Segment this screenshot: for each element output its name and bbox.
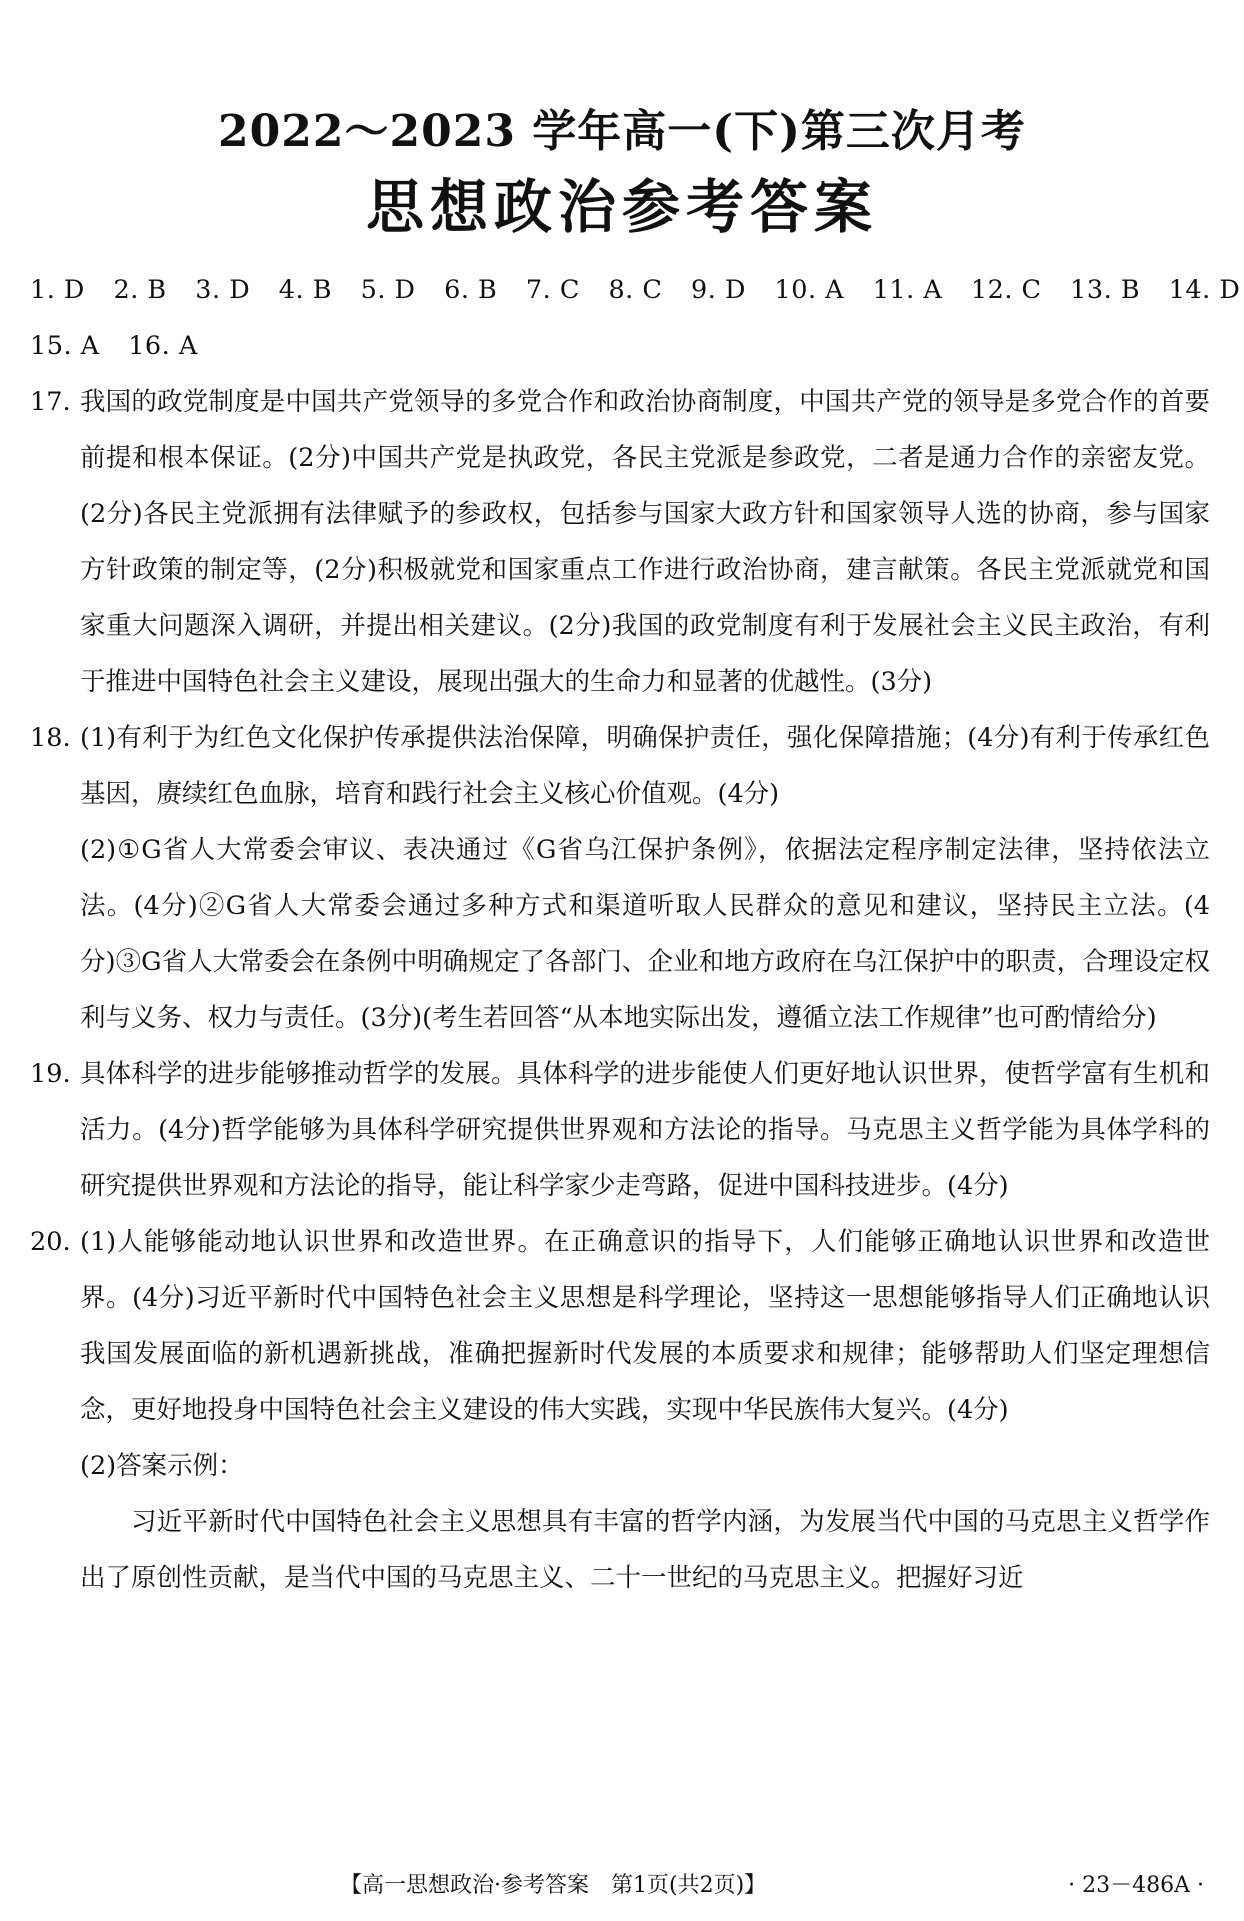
answer-part-2: (2)①G省人大常委会审议、表决通过《G省乌江保护条例》，依据法定程序制定法律，坚持依法立法。(4分)②G省人大常委会通过多种方式和渠道听取人民群众的意见和建议，坚持民主立法。(4分)③G省人大常委会在条例中明确规定了各部门、企业和地方政府在乌江保护中的职责，合理设定权利与义务、权力与责任。(3分)(考生若回答“从本地实际出发，遵循立法工作规律”也可酌情给分) <box>80 835 1210 1033</box>
choice-answer: 13. B <box>1070 275 1141 305</box>
answer-part-1: (1)人能够能动地认识世界和改造世界。在正确意识的指导下，人们能够正确地认识世界和改造世界。(4分)习近平新时代中国特色社会主义思想是科学理论，坚持这一思想能够指导人们正确地认识我国发展面临的新机遇新挑战，准确把握新时代发展的本质要求和规律；能够帮助人们坚定理想信念，更好地投身中国特色社会主义建设的伟大实践，实现中华民族伟大复兴。(4分) <box>80 1227 1210 1425</box>
choice-answer: 11. A <box>872 275 943 305</box>
title-line-1: 2022～2023 学年高一(下)第三次月考 <box>218 106 1026 157</box>
footer-doc-code: · 23－486A · <box>1068 1873 1204 1898</box>
choice-answer: 4. B <box>278 275 332 305</box>
footer-page-info: 【高一思想政治·参考答案 第1页(共2页)】 <box>340 1873 767 1898</box>
question-20-part-2-label: (2)答案示例： <box>80 1451 244 1481</box>
answer-part-1: (1)有利于为红色文化保护传承提供法治保障，明确保护责任，强化保障措施；(4分)有利于传承红色基因，赓续红色血脉，培育和践行社会主义核心价值观。(4分) <box>80 723 1210 809</box>
choice-answers-row-2 <box>30 318 1210 374</box>
choice-answer: 10. A <box>774 275 845 305</box>
choice-answer: 8. C <box>608 275 663 305</box>
question-18-answer <box>30 710 1210 822</box>
choice-answer: 7. C <box>525 275 580 305</box>
question-number: 19. <box>30 1059 71 1089</box>
choice-answer: 14. D <box>1168 275 1241 305</box>
title-line-2: 思想政治参考答案 <box>365 173 878 241</box>
answer-content <box>30 262 1241 1606</box>
question-19-answer <box>30 1046 1210 1214</box>
choice-answer: 15. A <box>30 331 100 361</box>
choice-answer: 9. D <box>691 275 746 305</box>
question-20-part-2-text: 习近平新时代中国特色社会主义思想具有丰富的哲学内涵，为发展当代中国的马克思主义哲学作出了原创性贡献，是当代中国的马克思主义、二十一世纪的马克思主义。把握好习近 <box>80 1507 1210 1593</box>
choice-answer: 16. A <box>128 331 198 361</box>
choice-answer: 3. D <box>195 275 251 305</box>
question-17-answer <box>30 374 1210 710</box>
question-number: 18. <box>30 723 71 753</box>
question-number: 20. <box>30 1227 71 1257</box>
question-number: 17. <box>30 387 71 417</box>
choice-answer: 12. C <box>970 275 1042 305</box>
choice-answer: 6. B <box>444 275 498 305</box>
answer-text: 我国的政党制度是中国共产党领导的多党合作和政治协商制度，中国共产党的领导是多党合作的首要前提和根本保证。(2分)中国共产党是执政党，各民主党派是参政党，二者是通力合作的亲密友党。(2分)各民主党派拥有法律赋予的参政权，包括参与国家大政方针和国家领导人选的协商，参与国家方针政策的制定等，(2分)积极就党和国家重点工作进行政治协商，建言献策。各民主党派就党和国家重大问题深入调研，并提出相关建议。(2分)我国的政党制度有利于发展社会主义民主政治，有利于推进中国特色社会主义建设，展现出强大的生命力和显著的优越性。(3分) <box>80 387 1210 697</box>
question-20-answer <box>30 1214 1210 1438</box>
choice-answers-row-1 <box>30 262 1241 318</box>
choice-answer: 2. B <box>113 275 167 305</box>
question-18-part-2 <box>30 822 1210 1046</box>
choice-answer: 5. D <box>360 275 416 305</box>
page-footer <box>0 1868 1244 1908</box>
choice-answer: 1. D <box>30 275 85 305</box>
answer-text: 具体科学的进步能够推动哲学的发展。具体科学的进步能使人们更好地认识世界，使哲学富有生机和活力。(4分)哲学能够为具体科学研究提供世界观和方法论的指导。马克思主义哲学能为具体学科的研究提供世界观和方法论的指导，能让科学家少走弯路，促进中国科技进步。(4分) <box>80 1059 1210 1201</box>
